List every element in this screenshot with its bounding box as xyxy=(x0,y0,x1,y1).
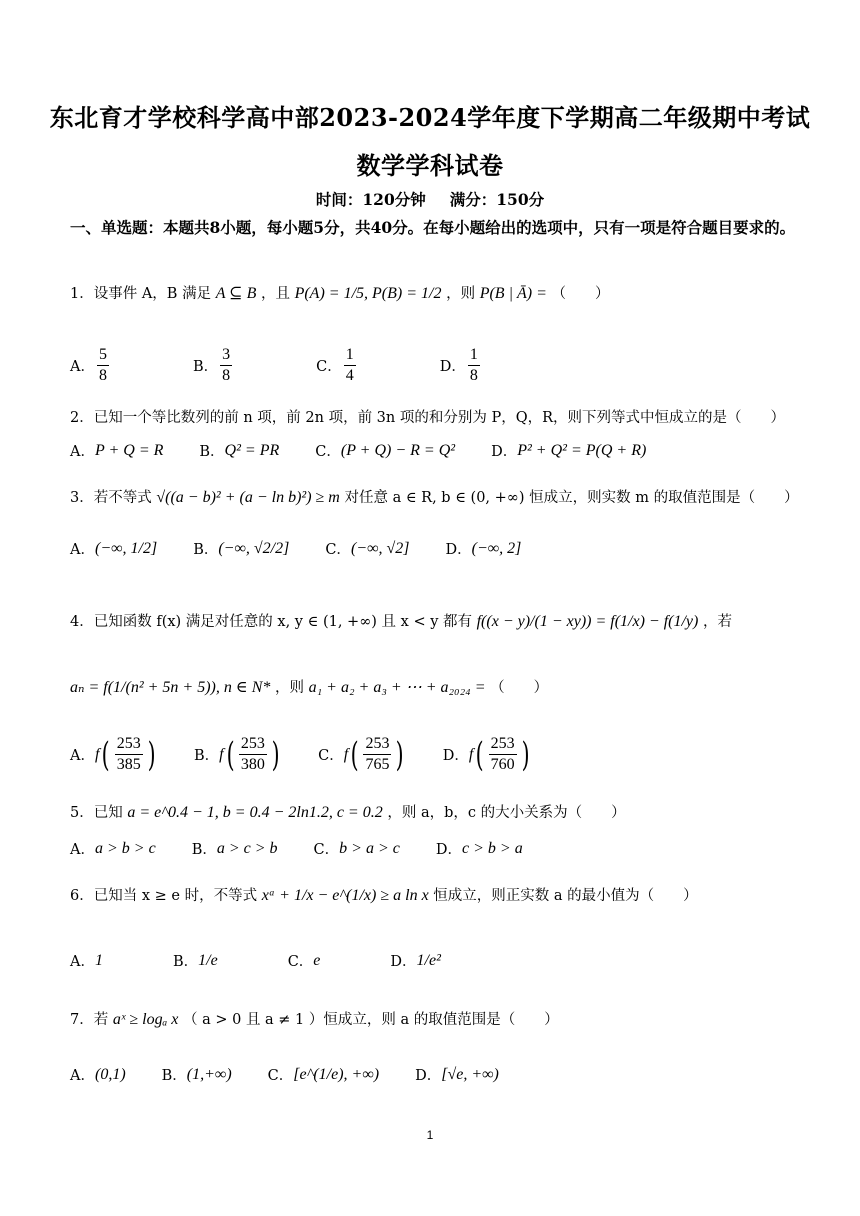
option-math: a > b > c xyxy=(94,839,156,857)
paren-right: ) xyxy=(521,734,530,775)
q3-options xyxy=(70,538,800,559)
q6-option-c xyxy=(288,950,321,971)
option-math: 1 xyxy=(94,951,103,969)
q1-option-c xyxy=(316,345,358,386)
q1-math-b: P(A) = 1/5, P(B) = 1/2 xyxy=(294,285,442,302)
q2-option-a xyxy=(70,440,163,461)
q5-option-b xyxy=(192,838,278,859)
q4-options xyxy=(70,734,800,775)
paren-left: ( xyxy=(475,734,484,775)
fraction xyxy=(115,734,143,775)
q5-options xyxy=(70,838,800,859)
denominator: 380 xyxy=(240,756,265,773)
f-symbol: f xyxy=(94,745,100,763)
option-label: B． xyxy=(193,748,220,764)
q3-stem-b: 对任意 a ∈ R, b ∈ (0, +∞) 恒成立，则实数 m 的取值范围是（ ） xyxy=(344,490,799,506)
numerator: 1 xyxy=(468,345,480,366)
exam-title: 东北育才学校科学高中部2023-2024学年度下学期高二年级期中考试 xyxy=(49,103,811,132)
denominator: 8 xyxy=(98,367,107,384)
option-label: A． xyxy=(70,359,95,375)
option-math: [e^(1/e), +∞) xyxy=(293,1065,380,1083)
option-label: B． xyxy=(192,359,219,375)
fraction xyxy=(489,734,517,775)
q6-option-a xyxy=(70,950,103,971)
option-label: C． xyxy=(316,359,342,375)
option-math: (−∞, 2] xyxy=(471,539,522,557)
fraction xyxy=(468,345,480,386)
denominator: 760 xyxy=(490,756,515,773)
fraction xyxy=(97,345,109,386)
q3-option-d xyxy=(445,538,521,559)
option-label: A． xyxy=(70,842,95,858)
q7-stem-b: （ a > 0 且 a ≠ 1 ）恒成立，则 a 的取值范围是（ ） xyxy=(182,1012,559,1028)
option-math: b > a > c xyxy=(339,839,400,857)
q6-option-b xyxy=(173,950,218,971)
option-label: B． xyxy=(193,542,219,558)
q1-option-a xyxy=(70,345,111,386)
q1-option-d xyxy=(440,345,482,386)
q7-stem-a: 7．若 xyxy=(70,1012,109,1028)
numerator: 1 xyxy=(344,345,356,366)
q5-math: a = e^0.4 − 1, b = 0.4 − 2ln1.2, c = 0.2 xyxy=(127,804,383,821)
option-label: C． xyxy=(325,542,351,558)
paren-right: ) xyxy=(396,734,405,775)
q1-option-b xyxy=(193,345,234,386)
option-label: D． xyxy=(390,954,417,970)
question-5 xyxy=(70,801,800,822)
q4-option-b xyxy=(194,734,282,775)
option-math: e xyxy=(313,951,321,969)
option-math: c > b > a xyxy=(462,839,523,857)
option-math: (0,1) xyxy=(94,1065,126,1083)
option-math: (−∞, √2] xyxy=(350,539,410,557)
q5-option-c xyxy=(314,838,400,859)
exam-meta xyxy=(0,188,860,210)
option-math: 1/e xyxy=(198,951,218,969)
option-math: [√e, +∞) xyxy=(441,1065,499,1083)
option-math: 1/e² xyxy=(416,951,441,969)
exam-subtitle: 数学学科试卷 xyxy=(356,151,504,180)
q7-option-b xyxy=(162,1064,232,1085)
option-label: D． xyxy=(415,1068,442,1084)
q4-stem-d: （ ） xyxy=(490,680,549,696)
option-label: C． xyxy=(318,748,344,764)
option-math: (−∞, √2/2] xyxy=(218,539,290,557)
option-label: B． xyxy=(199,444,225,460)
option-label: A． xyxy=(70,1068,95,1084)
option-label: C． xyxy=(313,842,340,858)
q1-stem-c: ，则 xyxy=(446,286,476,302)
option-label: B． xyxy=(161,1068,187,1084)
option-label: D． xyxy=(491,444,518,460)
q4-stem-a: 4．已知函数 f(x) 满足对任意的 x, y ∈ (1, +∞) 且 x < y 都有 xyxy=(70,614,472,630)
q4-option-c xyxy=(318,734,407,775)
q4-option-a xyxy=(70,734,158,775)
exam-time: 时间：120分钟 xyxy=(315,190,426,209)
denominator: 385 xyxy=(116,756,141,773)
option-label: B． xyxy=(172,954,199,970)
q1-stem-a: 1．设事件 A，B 满足 xyxy=(70,286,212,302)
paren-right: ) xyxy=(147,734,156,775)
denominator: 8 xyxy=(469,367,478,384)
question-7 xyxy=(70,1008,800,1029)
q6-stem-b: 恒成立，则正实数 a 的最小值为（ ） xyxy=(433,888,698,904)
q5-stem-a: 5．已知 xyxy=(70,805,123,821)
option-label: A． xyxy=(70,542,95,558)
option-math: (−∞, 1/2] xyxy=(94,539,158,557)
q4-math-b: aₙ = f(1/(n² + 5n + 5)), n ∈ N* xyxy=(70,679,271,696)
numerator: 253 xyxy=(115,734,143,755)
q3-option-c xyxy=(325,538,409,559)
fraction xyxy=(344,345,356,386)
q2-stem: 2．已知一个等比数列的前 n 项，前 2n 项，前 3n 项的和分别为 P，Q，R，则下列等式中恒成立的是（ ） xyxy=(70,410,786,426)
q7-option-d xyxy=(415,1064,499,1085)
q3-math: √((a − b)² + (a − ln b)²) ≥ m xyxy=(156,489,340,506)
q2-option-b xyxy=(199,440,279,461)
question-4-line-2 xyxy=(70,676,800,697)
q3-option-a xyxy=(70,538,157,559)
question-2 xyxy=(70,406,800,427)
q5-option-a xyxy=(70,838,156,859)
fraction xyxy=(220,345,232,386)
q1-stem-b: ，且 xyxy=(260,286,290,302)
option-math: P² + Q² = P(Q + R) xyxy=(517,441,647,459)
q2-options xyxy=(70,440,800,461)
option-label: D． xyxy=(435,842,462,858)
q3-option-b xyxy=(193,538,289,559)
f-symbol: f xyxy=(343,745,349,763)
f-symbol: f xyxy=(219,745,224,763)
option-label: D． xyxy=(442,748,469,764)
numerator: 253 xyxy=(363,734,391,755)
q7-math: aˣ ≥ logₐ x xyxy=(112,1011,179,1028)
q5-option-d xyxy=(436,838,523,859)
q6-option-d xyxy=(390,950,440,971)
denominator: 8 xyxy=(222,367,231,384)
q6-stem-a: 6．已知当 x ≥ e 时，不等式 xyxy=(70,888,258,904)
q2-option-c xyxy=(315,440,455,461)
exam-score: 满分：150分 xyxy=(449,190,545,209)
denominator: 4 xyxy=(345,367,354,384)
q6-options xyxy=(70,950,800,971)
option-label: C． xyxy=(267,1068,294,1084)
option-label: A． xyxy=(70,954,95,970)
paren-left: ( xyxy=(226,734,235,775)
option-math: a > c > b xyxy=(216,839,278,857)
numerator: 253 xyxy=(489,734,517,755)
q7-options xyxy=(70,1064,800,1085)
option-label: C． xyxy=(287,954,314,970)
question-6 xyxy=(70,884,800,905)
option-math: P + Q = R xyxy=(94,441,164,459)
q1-options xyxy=(70,345,800,386)
option-math: (1,+∞) xyxy=(186,1065,232,1083)
q1-math-a: A ⊆ B xyxy=(215,285,257,302)
q4-option-d xyxy=(443,734,532,775)
q4-math-a: f((x − y)/(1 − xy)) = f(1/x) − f(1/y) xyxy=(476,613,699,630)
q4-math-c: a₁ + a₂ + a₃ + ⋯ + a₂₀₂₄ = xyxy=(308,679,486,696)
option-label: D． xyxy=(439,359,466,375)
q1-stem-d: （ ） xyxy=(551,286,610,302)
paren-right: ) xyxy=(271,734,280,775)
q4-stem-b: ，若 xyxy=(702,614,732,630)
paren-left: ( xyxy=(102,734,111,775)
q7-option-c xyxy=(268,1064,379,1085)
fraction xyxy=(363,734,391,775)
option-math: Q² = PR xyxy=(224,441,280,459)
section-heading: 一、单选题：本题共8小题，每小题5分，共40分。在每小题给出的选项中，只有一项是符合题目要求的。 xyxy=(70,218,796,237)
option-math: (P + Q) − R = Q² xyxy=(340,441,456,459)
question-3 xyxy=(70,486,800,507)
q2-option-d xyxy=(491,440,646,461)
numerator: 3 xyxy=(220,345,232,366)
option-label: C． xyxy=(315,444,341,460)
option-label: A． xyxy=(70,748,95,764)
q3-stem-a: 3．若不等式 xyxy=(70,490,152,506)
page-number: 1 xyxy=(426,1128,434,1142)
q7-option-a xyxy=(70,1064,126,1085)
option-label: A． xyxy=(70,444,95,460)
question-4 xyxy=(70,608,800,636)
fraction xyxy=(239,734,267,775)
numerator: 253 xyxy=(239,734,267,755)
denominator: 765 xyxy=(365,756,390,773)
q4-stem-c: ，则 xyxy=(275,680,304,696)
q5-stem-b: ，则 a，b，c 的大小关系为（ ） xyxy=(387,805,626,821)
numerator: 5 xyxy=(97,345,109,366)
q6-math: xᵃ + 1/x − e^(1/x) ≥ a ln x xyxy=(261,887,429,904)
option-label: B． xyxy=(191,842,217,858)
f-symbol: f xyxy=(468,745,474,763)
paren-left: ( xyxy=(350,734,359,775)
option-label: D． xyxy=(445,542,472,558)
q1-math-c: P(B | Ā) = xyxy=(479,285,547,302)
question-1 xyxy=(70,282,800,303)
